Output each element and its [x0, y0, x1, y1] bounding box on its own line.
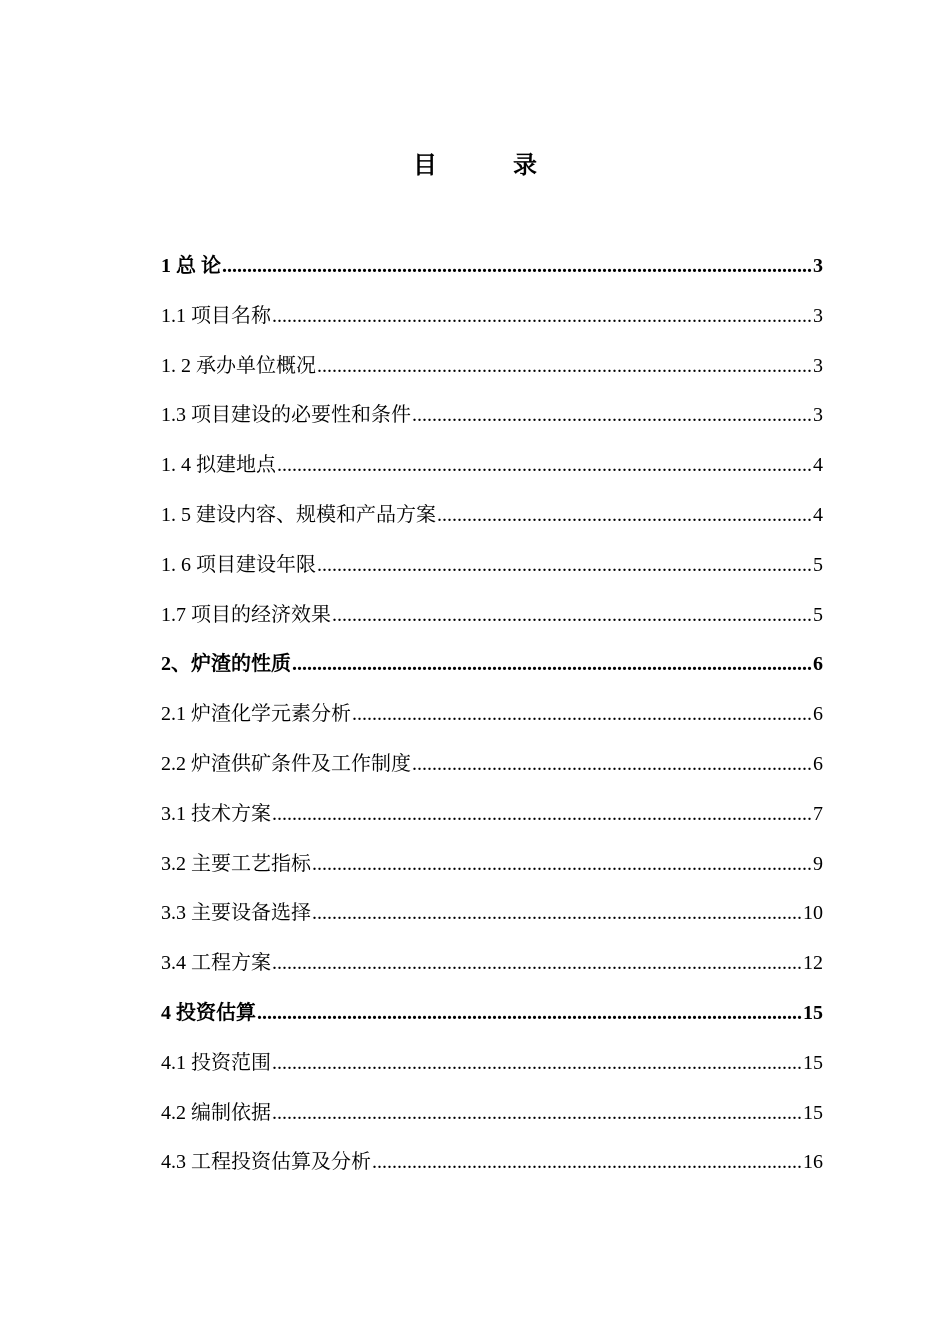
toc-dot-leader [352, 692, 812, 736]
toc-entry-page: 9 [813, 852, 823, 875]
toc-entry-page: 10 [803, 902, 823, 925]
toc-dot-leader [272, 1091, 802, 1135]
toc-entry-page: 7 [813, 802, 823, 825]
toc-entry-page: 16 [803, 1151, 823, 1174]
toc-entry-label: 3.2 主要工艺指标 [161, 852, 311, 875]
toc-entry [161, 991, 823, 1041]
toc-dot-leader [222, 244, 812, 288]
toc-dot-leader [332, 593, 812, 637]
toc-entry [161, 1041, 823, 1091]
toc-entry-label: 4 投资估算 [161, 1001, 256, 1024]
toc-entry-page: 6 [813, 653, 823, 676]
toc-dot-leader [317, 344, 812, 388]
toc-dot-leader [277, 443, 812, 487]
toc-dot-leader [312, 842, 812, 886]
toc-dot-leader [372, 1140, 802, 1184]
toc-entry [161, 543, 823, 593]
toc-entry-page: 3 [813, 404, 823, 427]
toc-entry-page: 3 [813, 255, 823, 277]
toc-dot-leader [412, 742, 812, 786]
toc-entry-page: 15 [803, 1101, 823, 1124]
toc-entry-label: 4.2 编制依据 [161, 1101, 271, 1124]
toc-entry-label: 2.1 炉渣化学元素分析 [161, 703, 351, 726]
toc-entry-label: 4.1 投资范围 [161, 1051, 271, 1074]
toc-entry [161, 443, 823, 493]
toc-entry-page: 4 [813, 454, 823, 477]
toc-entry-page: 6 [813, 703, 823, 726]
toc-entry-label: 2.2 炉渣供矿条件及工作制度 [161, 752, 411, 775]
toc-entry [161, 642, 823, 692]
toc-entry [161, 593, 823, 643]
toc-entry-page: 5 [813, 603, 823, 626]
toc-dot-leader [412, 393, 812, 437]
toc-dot-leader [257, 991, 802, 1035]
toc-entry-label: 1. 2 承办单位概况 [161, 354, 316, 377]
toc-entry-page: 3 [813, 304, 823, 327]
toc-entry-label: 1. 6 项目建设年限 [161, 553, 316, 576]
table-of-contents [161, 244, 823, 1190]
toc-entry-label: 1 总 论 [161, 255, 221, 277]
toc-entry-label: 2、炉渣的性质 [161, 653, 291, 676]
toc-entry-page: 15 [803, 1001, 823, 1024]
toc-entry-label: 1.3 项目建设的必要性和条件 [161, 404, 411, 427]
toc-dot-leader [437, 493, 812, 537]
toc-entry [161, 1140, 823, 1190]
toc-entry-label: 3.1 技术方案 [161, 802, 271, 825]
toc-entry [161, 244, 823, 294]
toc-entry [161, 493, 823, 543]
toc-entry-page: 12 [803, 952, 823, 975]
toc-entry-page: 4 [813, 503, 823, 526]
toc-dot-leader [312, 891, 802, 935]
toc-entry-page: 6 [813, 752, 823, 775]
toc-entry-label: 1. 4 拟建地点 [161, 454, 276, 477]
toc-entry [161, 792, 823, 842]
toc-entry [161, 344, 823, 394]
toc-entry-label: 4.3 工程投资估算及分析 [161, 1151, 371, 1174]
toc-dot-leader [272, 294, 812, 338]
toc-entry-label: 3.3 主要设备选择 [161, 902, 311, 925]
toc-entry [161, 742, 823, 792]
toc-entry-page: 5 [813, 553, 823, 576]
toc-dot-leader [292, 642, 812, 686]
toc-dot-leader [317, 543, 812, 587]
toc-entry-label: 1.7 项目的经济效果 [161, 603, 331, 626]
toc-entry [161, 1091, 823, 1141]
toc-entry [161, 294, 823, 344]
toc-entry [161, 941, 823, 991]
toc-entry-label: 3.4 工程方案 [161, 952, 271, 975]
toc-entry-label: 1.1 项目名称 [161, 304, 271, 327]
toc-dot-leader [272, 1041, 802, 1085]
toc-entry [161, 842, 823, 892]
toc-dot-leader [272, 792, 812, 836]
toc-title: 目 录 [413, 153, 563, 179]
toc-entry-page: 15 [803, 1051, 823, 1074]
toc-entry [161, 692, 823, 742]
toc-entry-label: 1. 5 建设内容、规模和产品方案 [161, 503, 436, 526]
toc-dot-leader [272, 941, 802, 985]
toc-entry [161, 393, 823, 443]
toc-entry-page: 3 [813, 354, 823, 377]
toc-entry [161, 891, 823, 941]
